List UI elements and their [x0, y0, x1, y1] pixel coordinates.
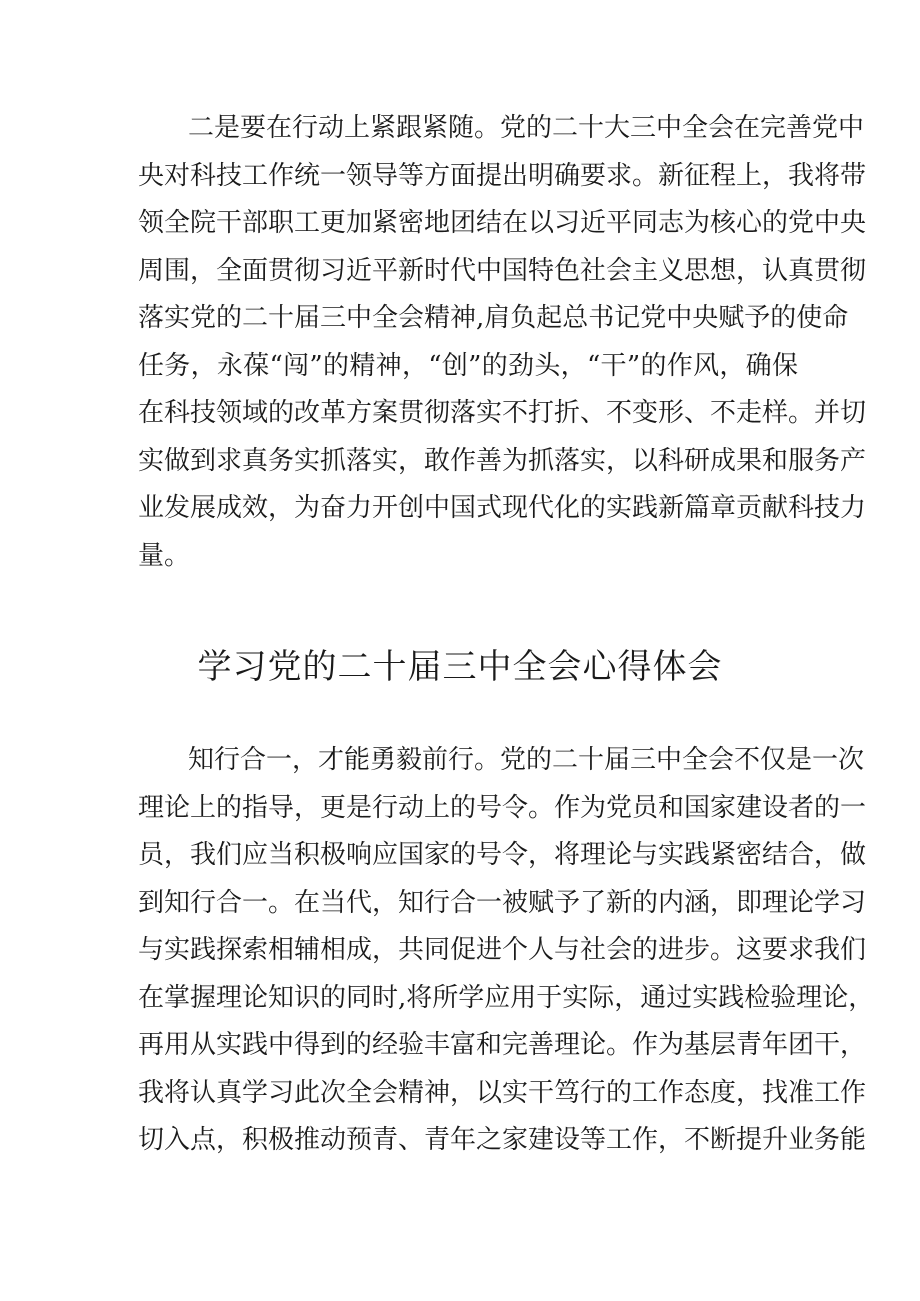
paragraph-line: 与实践探索相辅相成，共同促进个人与社会的进步。这要求我们 — [138, 935, 867, 965]
paragraph-line: 切入点，积极推动预青、青年之家建设等工作，不断提升业务能 — [138, 1125, 867, 1155]
paragraph-line: 到知行合一。在当代，知行合一被赋予了新的内涵，即理论学习 — [138, 887, 867, 918]
section-heading: 学习党的二十届三中全会心得体会 — [197, 647, 723, 687]
paragraph-line: 在掌握理论知识的同时,将所学应用于实际，通过实践检验理论， — [138, 982, 875, 1013]
paragraph-line: 二是要在行动上紧跟紧随。党的二十大三中全会在完善党中 — [188, 113, 865, 143]
paragraph-line: 在科技领域的改革方案贯彻落实不打折、不变形、不走样。并切 — [138, 398, 867, 428]
paragraph-line: 实做到求真务实抓落实，敢作善为抓落实，以科研成果和服务产 — [138, 445, 867, 476]
paragraph-line: 周围，全面贯彻习近平新时代中国特色社会主义思想，认真贯彻 — [138, 255, 867, 286]
paragraph-line: 再用从实践中得到的经验丰富和完善理论。作为基层青年团干， — [138, 1030, 867, 1060]
paragraph-action — [138, 105, 867, 580]
paragraph-line: 量。 — [138, 540, 191, 571]
paragraph-line: 任务，永葆“闯”的精神，“创”的劲头，“干”的作风，确保 — [138, 350, 798, 381]
paragraph-line: 央对科技工作统一领导等方面提出明确要求。新征程上，我将带 — [138, 160, 867, 191]
paragraph-knowledge-action — [138, 737, 875, 1165]
paragraph-line: 业发展成效，为奋力开创中国式现代化的实践新篇章贡献科技力 — [138, 493, 867, 523]
paragraph-line: 员，我们应当积极响应国家的号令，将理论与实践紧密结合，做 — [138, 840, 867, 870]
paragraph-line: 领全院干部职工更加紧密地团结在以习近平同志为核心的党中央 — [138, 208, 867, 238]
paragraph-line: 理论上的指导，更是行动上的号令。作为党员和国家建设者的一 — [138, 792, 867, 823]
paragraph-line: 我将认真学习此次全会精神，以实干笃行的工作态度，找准工作 — [138, 1077, 867, 1108]
paragraph-line: 落实党的二十届三中全会精神,肩负起总书记党中央赋予的使命 — [138, 303, 849, 333]
paragraph-line: 知行合一，才能勇毅前行。党的二十届三中全会不仅是一次 — [188, 745, 865, 775]
